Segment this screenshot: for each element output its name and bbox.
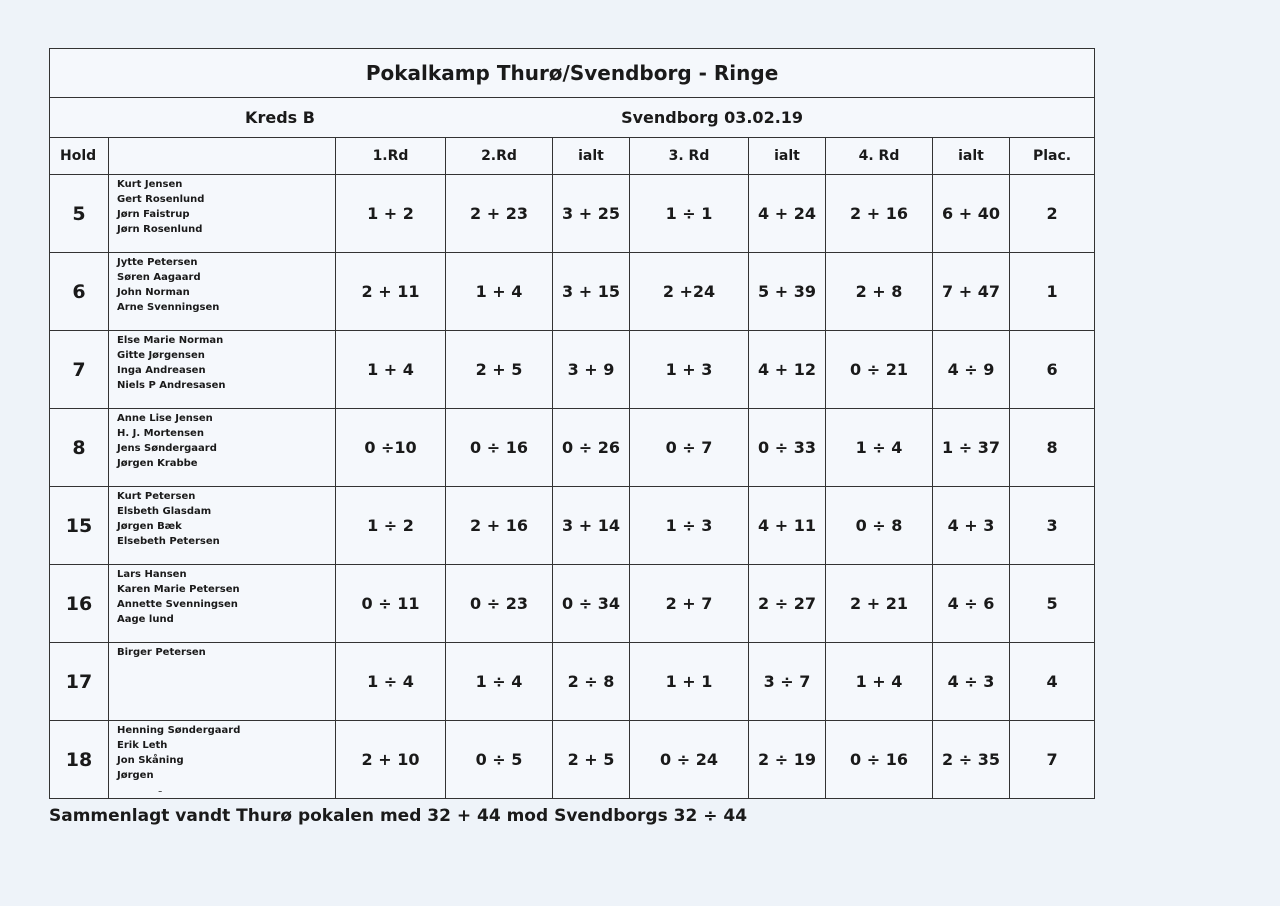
score-round-3: 1 + 1: [630, 643, 749, 721]
placement: 8: [1010, 409, 1095, 487]
player-names: [109, 253, 336, 331]
placement: 5: [1010, 565, 1095, 643]
score-round-2: 0 ÷ 16: [446, 409, 553, 487]
table-row: [50, 565, 1095, 643]
player-name: Inga Andreasen: [117, 365, 206, 376]
score-total-3: 4 ÷ 3: [933, 643, 1010, 721]
player-name: Anne Lise Jensen: [117, 413, 213, 424]
score-round-1: 1 + 2: [336, 175, 446, 253]
hold-number: 16: [50, 565, 109, 643]
header-total-1: ialt: [553, 138, 630, 175]
score-total-3: 7 + 47: [933, 253, 1010, 331]
score-round-4: 2 + 16: [826, 175, 933, 253]
score-round-2: 2 + 5: [446, 331, 553, 409]
player-names: [109, 409, 336, 487]
venue-date: Svendborg 03.02.19: [621, 108, 804, 127]
hold-number: 7: [50, 331, 109, 409]
score-round-3: 2 +24: [630, 253, 749, 331]
player-name: Søren Aagaard: [117, 272, 201, 283]
results-body: [50, 175, 1095, 799]
player-name: Jytte Petersen: [117, 257, 198, 268]
stray-mark: -: [158, 784, 163, 798]
player-names: [109, 331, 336, 409]
player-name: Jørn Faistrup: [117, 209, 190, 220]
score-total-1: 3 + 9: [553, 331, 630, 409]
table-row: [50, 721, 1095, 799]
player-names: [109, 721, 336, 799]
player-name: Lars Hansen: [117, 569, 187, 580]
header-total-3: ialt: [933, 138, 1010, 175]
subtitle-row: [50, 98, 1095, 138]
summary-text: Sammenlagt vandt Thurø pokalen med 32 + 44 mod Svendborgs 32 ÷ 44: [49, 806, 748, 826]
hold-number: 5: [50, 175, 109, 253]
score-total-2: 5 + 39: [749, 253, 826, 331]
score-total-1: 3 + 14: [553, 487, 630, 565]
score-round-3: 1 ÷ 1: [630, 175, 749, 253]
player-name: John Norman: [117, 287, 190, 298]
header-placement: Plac.: [1010, 138, 1095, 175]
player-name: H. J. Mortensen: [117, 428, 204, 439]
score-total-3: 4 ÷ 6: [933, 565, 1010, 643]
table-row: [50, 175, 1095, 253]
player-name: Jon Skåning: [117, 755, 184, 766]
player-names: [109, 175, 336, 253]
header-total-2: ialt: [749, 138, 826, 175]
placement: 7: [1010, 721, 1095, 799]
score-total-3: 4 ÷ 9: [933, 331, 1010, 409]
header-round-2: 2.Rd: [446, 138, 553, 175]
hold-number: 8: [50, 409, 109, 487]
score-total-1: 3 + 25: [553, 175, 630, 253]
table-row: [50, 409, 1095, 487]
score-total-1: 2 ÷ 8: [553, 643, 630, 721]
score-round-4: 0 ÷ 16: [826, 721, 933, 799]
header-hold: Hold: [50, 138, 109, 175]
header-row: [50, 138, 1095, 175]
score-round-3: 1 ÷ 3: [630, 487, 749, 565]
placement: 1: [1010, 253, 1095, 331]
score-round-3: 0 ÷ 7: [630, 409, 749, 487]
player-name: Jørgen: [117, 770, 154, 781]
player-name: Erik Leth: [117, 740, 168, 751]
player-name: Jørgen Bæk: [117, 521, 182, 532]
hold-number: 15: [50, 487, 109, 565]
score-round-4: 2 + 8: [826, 253, 933, 331]
score-round-4: 0 ÷ 8: [826, 487, 933, 565]
score-round-4: 1 ÷ 4: [826, 409, 933, 487]
player-name: Elsebeth Petersen: [117, 536, 220, 547]
score-total-3: 2 ÷ 35: [933, 721, 1010, 799]
score-round-1: 1 ÷ 2: [336, 487, 446, 565]
player-names: [109, 643, 336, 721]
header-names: [109, 138, 336, 175]
score-total-3: 1 ÷ 37: [933, 409, 1010, 487]
score-round-2: 0 ÷ 23: [446, 565, 553, 643]
player-name: Jørgen Krabbe: [117, 458, 198, 469]
score-total-2: 4 + 12: [749, 331, 826, 409]
score-round-2: 2 + 16: [446, 487, 553, 565]
score-total-2: 2 ÷ 19: [749, 721, 826, 799]
score-total-1: 0 ÷ 34: [553, 565, 630, 643]
score-round-3: 2 + 7: [630, 565, 749, 643]
table-row: [50, 253, 1095, 331]
header-round-1: 1.Rd: [336, 138, 446, 175]
score-total-2: 2 ÷ 27: [749, 565, 826, 643]
player-name: Aage lund: [117, 614, 174, 625]
score-total-2: 0 ÷ 33: [749, 409, 826, 487]
score-round-1: 1 ÷ 4: [336, 643, 446, 721]
player-name: Karen Marie Petersen: [117, 584, 240, 595]
player-name: Annette Svenningsen: [117, 599, 238, 610]
score-round-2: 1 + 4: [446, 253, 553, 331]
player-name: Henning Søndergaard: [117, 725, 241, 736]
player-name: Else Marie Norman: [117, 335, 224, 346]
hold-number: 17: [50, 643, 109, 721]
score-total-2: 4 + 11: [749, 487, 826, 565]
table-row: [50, 487, 1095, 565]
player-name: Jens Søndergaard: [117, 443, 217, 454]
results-table: [49, 48, 1095, 799]
player-name: Birger Petersen: [117, 647, 206, 658]
score-round-1: 2 + 10: [336, 721, 446, 799]
score-total-3: 6 + 40: [933, 175, 1010, 253]
table-row: [50, 331, 1095, 409]
placement: 6: [1010, 331, 1095, 409]
score-total-2: 4 + 24: [749, 175, 826, 253]
score-total-2: 3 ÷ 7: [749, 643, 826, 721]
score-round-1: 0 ÷ 11: [336, 565, 446, 643]
player-name: Jørn Rosenlund: [117, 224, 203, 235]
header-round-3: 3. Rd: [630, 138, 749, 175]
score-round-4: 1 + 4: [826, 643, 933, 721]
player-name: Kurt Petersen: [117, 491, 196, 502]
score-round-1: 1 + 4: [336, 331, 446, 409]
player-name: Gert Rosenlund: [117, 194, 205, 205]
score-total-3: 4 + 3: [933, 487, 1010, 565]
hold-number: 18: [50, 721, 109, 799]
document-title: Pokalkamp Thurø/Svendborg - Ringe: [50, 49, 1095, 98]
placement: 3: [1010, 487, 1095, 565]
score-round-1: 2 + 11: [336, 253, 446, 331]
score-round-2: 0 ÷ 5: [446, 721, 553, 799]
score-round-3: 0 ÷ 24: [630, 721, 749, 799]
placement: 2: [1010, 175, 1095, 253]
player-name: Gitte Jørgensen: [117, 350, 205, 361]
score-round-2: 1 ÷ 4: [446, 643, 553, 721]
score-round-4: 0 ÷ 21: [826, 331, 933, 409]
player-names: [109, 565, 336, 643]
score-round-3: 1 + 3: [630, 331, 749, 409]
kreds-label: Kreds B: [245, 108, 315, 127]
score-round-4: 2 + 21: [826, 565, 933, 643]
placement: 4: [1010, 643, 1095, 721]
score-total-1: 0 ÷ 26: [553, 409, 630, 487]
hold-number: 6: [50, 253, 109, 331]
score-round-1: 0 ÷10: [336, 409, 446, 487]
player-name: Kurt Jensen: [117, 179, 183, 190]
player-name: Arne Svenningsen: [117, 302, 220, 313]
player-name: Niels P Andresasen: [117, 380, 226, 391]
score-total-1: 2 + 5: [553, 721, 630, 799]
player-name: Elsbeth Glasdam: [117, 506, 212, 517]
player-names: [109, 487, 336, 565]
table-row: [50, 643, 1095, 721]
score-round-2: 2 + 23: [446, 175, 553, 253]
score-total-1: 3 + 15: [553, 253, 630, 331]
header-round-4: 4. Rd: [826, 138, 933, 175]
